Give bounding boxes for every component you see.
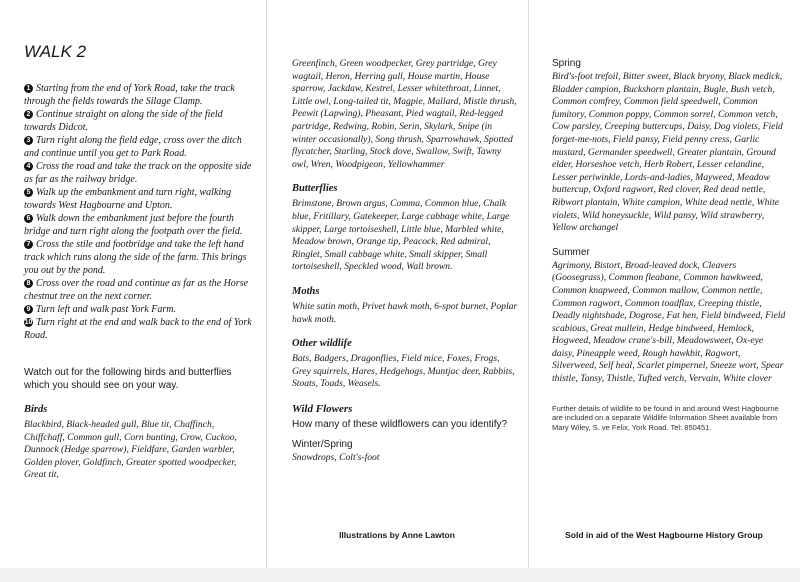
step-10 xyxy=(24,316,256,342)
step-text: Cross the road and take the track on the opposite side as far as the railway bridge. xyxy=(24,161,252,185)
moths-heading: Moths xyxy=(292,285,320,297)
panel-walk-directions xyxy=(0,0,266,582)
birds-heading: Birds xyxy=(24,404,48,415)
number-3-icon: 3 xyxy=(24,136,33,145)
number-8-icon: 8 xyxy=(24,279,33,288)
winter-spring-label: Winter/Spring xyxy=(292,439,353,451)
wild-flowers-question: How many of these wildflowers can you identify? xyxy=(292,418,508,430)
intro-text: Watch out for the following birds and butterflies which you should see on your way. xyxy=(24,367,232,391)
step-2 xyxy=(24,108,256,134)
step-7 xyxy=(24,238,256,277)
step-8 xyxy=(24,277,256,303)
step-text: Walk up the embankment and turn right, walking towards West Hagbourne and Upton. xyxy=(24,187,232,211)
other-wildlife-list: Bats, Badgers, Dragonflies, Field mice, Foxes, Frogs, Grey squirrels, Hares, Hedgehogs, Muntjac deer, Rabbits, Stoats, Toads, Weasels. xyxy=(292,353,515,390)
summer-list: Agrimony, Bistort, Broad-leaved dock, Cleavers (Goosegrass), Common fleabane, Common hawkweed, Common knapweed, Common mallow, Common nettle, Common ragwort, Common toadflax, Creeping thistle, Deadly nightshade, Dogrose, Fat hen, Field bindweed, Field scabious, Great mullein, Hedge bindweed, Hemlock, Hogweed, Meadow crane's-bill, Meadowsweet, Ox-eye daisy, Pineapple weed, Rough hawkbit, Ragwort, Silverweed, Self heal, Scarlet pimpernel, Sneeze wort, Spear thistle, Tansy, Thistle, Tufted vetch, Vervain, White clover xyxy=(552,259,786,385)
birds-list-part-2: Greenfinch, Green woodpecker, Grey partridge, Grey wagtail, Heron, Herring gull, House martin, House sparrow, Jackdaw, Kestrel, Lesser whitethroat, Linnet, Little owl, Long-tailed tit, Magpie, Mallard, Mistle thrush, Peewit (Lapwing), Pheasant, Pied wagtail, Red-legged partridge, Redwing, Robin, Serin, Skylark, Snipe (in winter occasionally), Song thrush, Sparrowhawk, Spotted flycatcher, Starling, Stock dove, Swallow, Swift, Tawny owl, Wren, Woodpigeon, Yellowhammer xyxy=(292,58,517,170)
sold-in-aid-note: Sold in aid of the West Hagbourne History Group xyxy=(565,530,763,540)
further-details-note: Further details of wildlife to be found in and around West Hagbourne are included on a separate Wildlife Information Sheet available from Mary Wiley, S. ve Felix, York Road. Tel: 850451. xyxy=(552,403,779,432)
butterflies-list: Brimstone, Brown argus, Comma, Common blue, Chalk blue, Fritillary, Gatekeeper, Large cabbage white, Large skipper, Large tortoiseshell, Little blue, Marbled white, Meadow brown, Orange tip, Peacock, Red admiral, Ringlet, Small cabbage white, Small skipper, Small tortoiseshell, Speckled wood, Wall brown. xyxy=(292,198,510,273)
step-text: Turn right along the field edge, cross over the ditch and continue until you get to Park Road. xyxy=(24,135,242,159)
number-10-icon: 10 xyxy=(24,319,33,326)
number-7-icon: 7 xyxy=(24,240,33,249)
number-5-icon: 5 xyxy=(24,188,33,197)
number-2-icon: 2 xyxy=(24,110,33,119)
step-text: Continue straight on along the side of the field towards Didcot. xyxy=(24,109,223,133)
other-wildlife-heading: Other wildlife xyxy=(292,338,352,350)
panel-wild-flowers xyxy=(528,0,800,582)
step-3 xyxy=(24,134,256,160)
wild-flowers-heading: Wild Flowers xyxy=(292,402,353,415)
spring-list: Bird's-foot trefoil, Bitter sweet, Black bryony, Black medick, Bladder campion, Buckshorn plantain, Bugle, Bush vetch, Common comfrey, Common field speedwell, Common fumitory, Common poppy, Common sorrel, Common vetch, Cow parsley, Creeping buttercups, Daisy, Dog violets, Field forget-me-nots, Field pansy, Field penny cress, Garlic mustard, Germander speedwell, Greater plantain, Ground elder, Horseshoe vetch, Herb Robert, Lesser celandine, Lesser periwinkle, Lords-and-ladies, Mayweed, Meadow buttercup, Oxford ragwort, Red clover, Red dead nettle, Ribwort plantain, White campion, White dead nettle, White violets, Wild honeysuckle, Wild pansy, Wild strawberry, Yellow archangel xyxy=(552,71,783,234)
step-text: Starting from the end of York Road, take the track through the fields towards the Silage Clamp. xyxy=(24,83,235,107)
step-9 xyxy=(24,303,256,316)
step-4 xyxy=(24,160,256,186)
spring-label: Spring xyxy=(552,58,581,69)
step-text: Turn left and walk past York Farm. xyxy=(36,304,176,315)
moths-list: White satin moth, Privet hawk moth, 6-spot burnet, Poplar hawk moth. xyxy=(292,300,518,325)
step-text: Turn right at the end and walk back to the end of York Road. xyxy=(24,317,252,341)
step-text: Cross the stile and footbridge and take the left hand track which runs along the side of the farm. This brings you out by the pond. xyxy=(24,239,247,276)
number-4-icon: 4 xyxy=(24,162,33,171)
butterflies-heading: Butterflies xyxy=(292,183,338,195)
winter-spring-list: Snowdrops, Colt's-foot xyxy=(292,452,380,464)
step-1 xyxy=(24,82,256,108)
directions-list xyxy=(24,82,256,342)
number-6-icon: 6 xyxy=(24,214,33,223)
number-9-icon: 9 xyxy=(24,305,33,314)
number-1-icon: 1 xyxy=(24,84,33,93)
illustrations-credit: Illustrations by Anne Lawton xyxy=(339,530,455,540)
step-5 xyxy=(24,186,256,212)
step-text: Walk down the embankment just before the fourth bridge and turn right along the footpath over the field. xyxy=(24,213,243,237)
step-6 xyxy=(24,212,256,238)
birds-list-part-1: Blackbird, Black-headed gull, Blue tit, Chaffinch, Chiffchaff, Common gull, Corn bunting, Crow, Cuckoo, Dunnock (Hedge sparrow), Fieldfare, Garden warbler, Golden plover, Goldfinch, Greater spotted woodpecker, Great tit, xyxy=(24,419,237,481)
walk-title: WALK 2 xyxy=(24,42,87,61)
panel-wildlife xyxy=(266,0,528,582)
step-text: Cross over the road and continue as far as the Horse chestnut tree on the next corner. xyxy=(24,278,249,302)
summer-label: Summer xyxy=(552,246,590,258)
